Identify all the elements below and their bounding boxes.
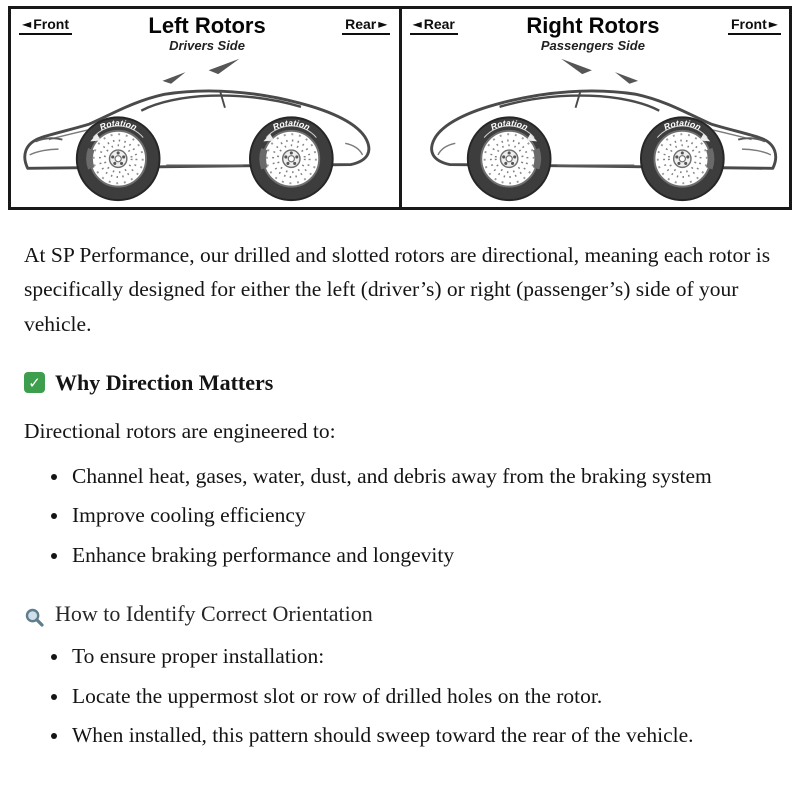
rotation-label: Rotation <box>488 117 529 132</box>
rear-label: Rear <box>423 16 455 32</box>
panel-subtitle: Passengers Side <box>540 38 645 54</box>
left-arrow-icon: ◄ <box>412 17 422 31</box>
check-icon: ✓ <box>24 372 45 393</box>
right-arrow-icon: ► <box>378 17 388 31</box>
right-panel-titles <box>526 14 659 53</box>
rotation-label: Rotation <box>661 117 703 132</box>
list-item: • Channel heat, gases, water, dust, and debris away from the braking system <box>70 459 774 493</box>
left-rotors-panel <box>8 6 402 210</box>
intro-paragraph: At SP Performance, our drilled and slotted rotors are directional, meaning each rotor is specifically designed for either the left (driver’s) or right (passenger’s) side of your vehicle. <box>24 243 771 336</box>
section1-heading-text: Why Direction Matters <box>55 370 274 396</box>
magnifier-icon <box>24 603 45 624</box>
rotation-label: Rotation <box>271 117 312 132</box>
list-item: • When installed, this pattern should sweep toward the rear of the vehicle. <box>70 718 774 752</box>
section2-heading-text: How to Identify Correct Orientation <box>55 600 373 626</box>
right-arrow-icon: ► <box>768 17 778 31</box>
left-panel-header <box>11 9 399 53</box>
front-label: Front <box>33 16 69 32</box>
right-rotors-panel <box>399 6 793 210</box>
left-panel-titles <box>148 14 265 53</box>
rotation-label: Rotation <box>97 117 139 132</box>
list-item: • Enhance braking performance and longevity <box>70 538 774 572</box>
section1-lead: Directional rotors are engineered to: <box>24 419 336 444</box>
rear-direction-label <box>410 16 458 35</box>
panel-subtitle: Drivers Side <box>169 38 245 54</box>
left-car-illustration <box>11 51 399 203</box>
section-heading-correct-orientation <box>24 596 774 631</box>
list-item: • Improve cooling efficiency <box>70 498 774 532</box>
list-item: • To ensure proper installation: <box>70 639 774 673</box>
rear-direction-label <box>342 16 390 35</box>
article-body <box>0 218 800 752</box>
panel-title: Left Rotors <box>148 13 266 38</box>
rotor-direction-diagram <box>8 6 792 210</box>
right-car-illustration <box>402 51 790 203</box>
left-arrow-icon: ◄ <box>22 17 32 31</box>
front-direction-label <box>19 16 72 35</box>
section2-bullet-list <box>24 639 774 752</box>
front-label: Front <box>730 16 767 32</box>
section-heading-why-direction-matters <box>24 365 774 400</box>
panel-title: Right Rotors <box>526 13 660 38</box>
right-panel-header <box>402 9 790 53</box>
rear-label: Rear <box>345 16 377 32</box>
list-item: • Locate the uppermost slot or row of drilled holes on the rotor. <box>70 679 774 713</box>
section1-bullet-list <box>24 459 774 572</box>
front-direction-label <box>728 16 781 35</box>
